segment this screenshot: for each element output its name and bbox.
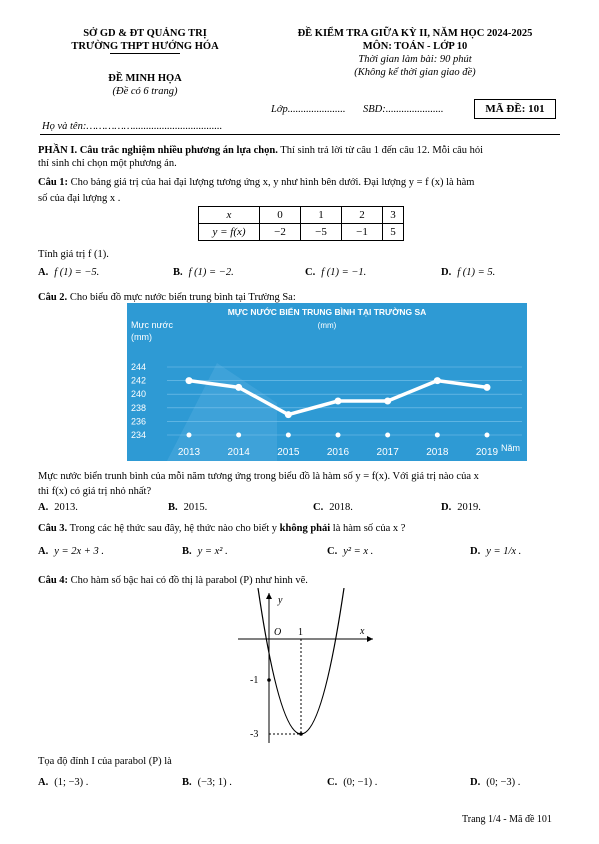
q1-option-a[interactable]: A. f (1) = −5. — [38, 267, 100, 278]
origin-label: O — [274, 627, 282, 638]
dept-name: SỞ GD & ĐT QUẢNG TRỊ — [83, 28, 207, 39]
table-cell: 1 — [301, 207, 342, 224]
q3-text-c: là hàm số của x ? — [330, 523, 406, 534]
data-point — [384, 398, 391, 405]
data-point — [186, 377, 193, 384]
q1-ask: Tính giá trị f (1). — [38, 249, 109, 260]
y-mark2-label: -3 — [250, 729, 259, 740]
y-axis-label: y — [278, 595, 283, 606]
q3-option-c[interactable]: C. y² = x . — [327, 546, 374, 557]
page-footer: Trang 1/4 - Mã đề 101 — [462, 814, 552, 825]
baseline-dot — [286, 433, 291, 438]
baseline-dot — [385, 433, 390, 438]
subject: MÔN: TOÁN - LỚP 10 — [362, 41, 468, 52]
table-cell: y = f(x) — [199, 224, 260, 241]
q1-option-d[interactable]: D. f (1) = 5. — [441, 267, 496, 278]
x-axis-label: x — [360, 626, 365, 637]
q4-option-b[interactable]: B. (−3; 1) . — [182, 777, 232, 788]
q1-text: Cho bảng giá trị của hai đại lượng tương ứng x, y như hình bên dưới. Đại lượng y = f (x) là hàm — [68, 177, 475, 188]
y-tick-label: 234 — [131, 430, 147, 440]
table-cell: 2 — [342, 207, 383, 224]
chart-title-unit: (mm) — [317, 321, 337, 330]
data-point — [484, 384, 491, 391]
table-cell: 5 — [383, 224, 404, 241]
table-cell: 0 — [260, 207, 301, 224]
q2-text: Cho biểu đồ mực nước biển trung bình tại Trường Sa: — [67, 292, 296, 303]
q4-ask: Tọa độ đỉnh I của parabol (P) là — [38, 756, 172, 767]
sea-level-chart — [127, 303, 527, 461]
sample-label: ĐỀ MINH HỌA — [108, 73, 182, 84]
x-tick-label: 2019 — [475, 447, 499, 458]
x-axis-arrow — [367, 636, 373, 642]
q3-option-b[interactable]: B. y = x² . — [182, 546, 228, 557]
x-tick-label: 2014 — [227, 447, 250, 458]
school-name: TRƯỜNG THPT HƯỚNG HÓA — [71, 41, 219, 52]
data-point — [434, 377, 441, 384]
table-cell: −1 — [342, 224, 383, 241]
header-divider — [40, 134, 560, 135]
table-cell: 3 — [383, 207, 404, 224]
part1-title: PHẦN I. Câu trắc nghiệm nhiều phương án lựa chọn. — [38, 145, 278, 156]
q4-label: Câu 4: — [38, 575, 69, 586]
y-intercept-point — [267, 678, 271, 682]
chart-title: MỰC NƯỚC BIỂN TRUNG BÌNH TẠI TRƯỜNG SA — [227, 307, 427, 317]
x-tick-label: 2013 — [177, 447, 201, 458]
sbd-field: SBD:...................... — [363, 104, 444, 115]
pages-note: (Đề có 6 trang) — [112, 86, 178, 97]
table-cell: −5 — [301, 224, 342, 241]
vertex-point — [299, 732, 303, 736]
q2-option-d[interactable]: D. 2019. — [441, 502, 481, 513]
parabola-graph — [228, 588, 378, 748]
q2-label: Câu 2. — [38, 292, 68, 303]
q4-option-c[interactable]: C. (0; −1) . — [327, 777, 378, 788]
chart-yunit: (mm) — [131, 332, 152, 342]
q2-after1: Mực nước biển trunh bình của mỗi năm tương ứng trong biểu đồ là hàm số y = f(x). Với giá trị nào của x — [38, 471, 479, 482]
q4-option-a[interactable]: A. (1; −3) . — [38, 777, 89, 788]
q2-after2: thì f(x) có giá trị nhỏ nhất? — [38, 486, 152, 497]
y-tick-label: 242 — [131, 375, 147, 386]
table-row — [199, 224, 404, 241]
exam-title: ĐỀ KIỂM TRA GIỮA KỲ II, NĂM HỌC 2024-2025 — [297, 28, 533, 39]
q2-option-a[interactable]: A. 2013. — [38, 502, 78, 513]
value-table — [198, 206, 404, 241]
baseline-dot — [435, 433, 440, 438]
y-mark1-label: -1 — [250, 675, 259, 686]
y-tick-label: 240 — [131, 389, 147, 400]
school-underline — [110, 53, 180, 54]
chart-xlabel: Năm — [501, 443, 521, 453]
table-cell: −2 — [260, 224, 301, 241]
data-point — [285, 411, 292, 418]
q3-option-a[interactable]: A. y = 2x + 3 . — [38, 546, 104, 557]
chart-ylabel: Mực nước — [131, 320, 173, 330]
x-mark-label: 1 — [298, 627, 303, 638]
q3-text-b: không phải — [279, 523, 331, 534]
part1-instr: Thí sinh trả lời từ câu 1 đến câu 12. Mỗi câu hỏi — [277, 145, 484, 156]
x-tick-label: 2018 — [426, 447, 449, 458]
y-axis-arrow — [266, 593, 272, 599]
baseline-dot — [236, 433, 241, 438]
exam-time: Thời gian làm bài: 90 phút — [358, 54, 472, 65]
q1-label: Câu 1: — [38, 177, 69, 188]
data-point — [335, 398, 342, 405]
x-tick-label: 2015 — [277, 447, 300, 458]
y-tick-label: 236 — [131, 416, 147, 427]
q4-option-d[interactable]: D. (0; −3) . — [470, 777, 521, 788]
x-tick-label: 2016 — [326, 447, 350, 458]
table-cell: x — [199, 207, 260, 224]
baseline-dot — [336, 433, 341, 438]
part1-instr2: thí sinh chỉ chọn một phương án. — [38, 158, 177, 169]
class-field: Lớp...................... — [271, 104, 346, 115]
exam-code-box: MÃ ĐỀ: 101 — [474, 99, 556, 119]
q3-text-a: Trong các hệ thức sau đây, hệ thức nào cho biết y — [67, 523, 280, 534]
q3-label: Câu 3. — [38, 523, 68, 534]
table-row — [199, 207, 404, 224]
q3-option-d[interactable]: D. y = 1/x . — [470, 546, 522, 557]
y-tick-label: 244 — [131, 362, 147, 372]
q1-option-b[interactable]: B. f (1) = −2. — [173, 267, 234, 278]
q1-option-c[interactable]: C. f (1) = −1. — [305, 267, 367, 278]
q4-text: Cho hàm số bậc hai có đồ thị là parabol (P) như hình vẽ. — [68, 575, 308, 586]
name-field: Họ và tên:…………….................................. — [42, 121, 223, 132]
y-tick-label: 238 — [131, 402, 147, 413]
data-point — [235, 384, 242, 391]
time-note: (Không kể thời gian giao đề) — [354, 67, 476, 78]
baseline-dot — [187, 433, 192, 438]
x-tick-label: 2017 — [376, 447, 399, 458]
q1-text2: số của đại lượng x . — [38, 193, 121, 204]
q2-option-c[interactable]: C. 2018. — [313, 502, 353, 513]
q2-option-b[interactable]: B. 2015. — [168, 502, 208, 513]
baseline-dot — [485, 433, 490, 438]
